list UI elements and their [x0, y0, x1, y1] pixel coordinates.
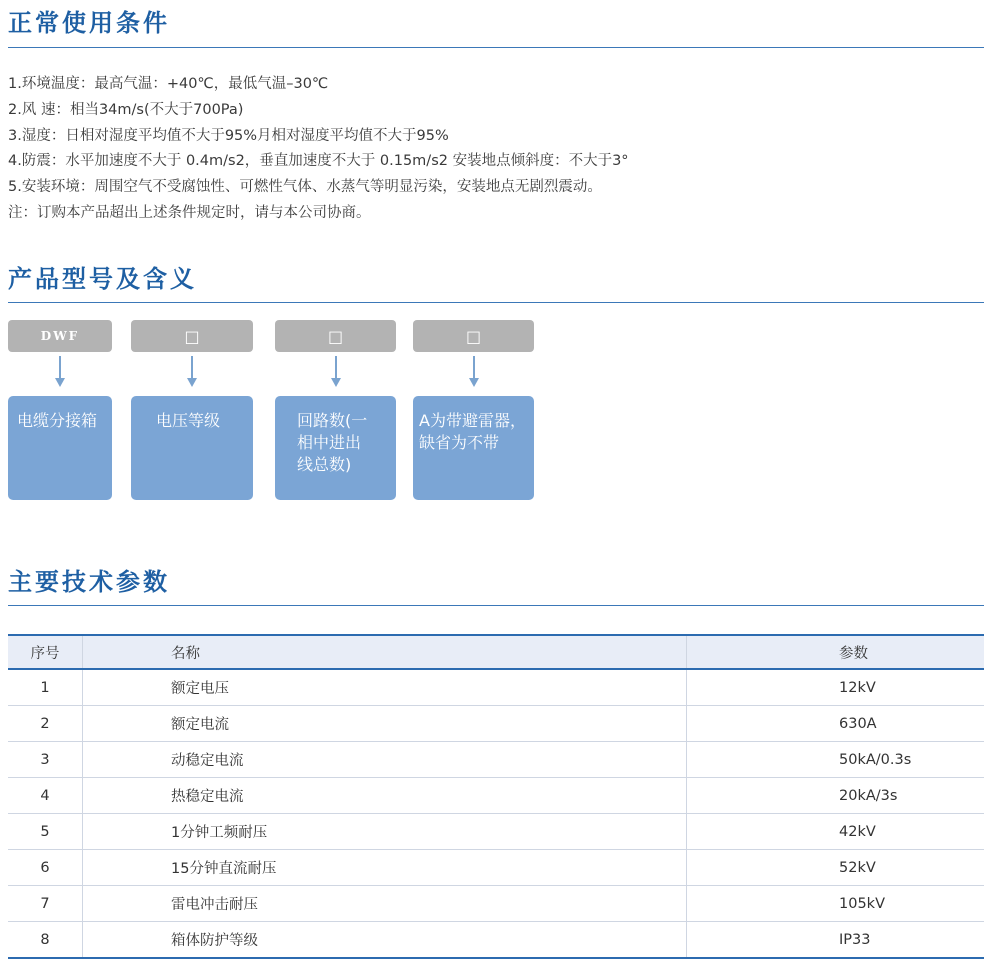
model-divider: [8, 302, 984, 303]
meaning-series: [8, 396, 112, 500]
cell-name: 热稳定电流: [83, 778, 687, 814]
arrow-down-icon: [55, 356, 65, 388]
cell-no: 6: [8, 850, 83, 886]
meaning-line: A为带避雷器，: [419, 411, 526, 430]
model-code-circuits: □: [275, 320, 396, 352]
meaning-line: 线总数): [297, 455, 352, 474]
table-row: [8, 850, 984, 886]
condition-note: 注：订购本产品超出上述条件规定时，请与本公司协商。: [8, 204, 371, 221]
meaning-line: 回路数(一: [297, 411, 368, 430]
cell-no: 1: [8, 669, 83, 706]
cell-name: 雷电冲击耐压: [83, 886, 687, 922]
meaning-circuits: [275, 396, 396, 500]
model-code-arrester: □: [413, 320, 534, 352]
header-name: 名称: [83, 635, 687, 669]
table-row: [8, 669, 984, 706]
cell-value: 20kA/3s: [687, 778, 985, 814]
cell-value: 105kV: [687, 886, 985, 922]
cell-value: 52kV: [687, 850, 985, 886]
table-row: [8, 778, 984, 814]
condition-item: 2.风 速：相当34m/s(不大于700Pa): [8, 101, 244, 118]
meaning-line: 缺省为不带: [419, 433, 500, 452]
meaning-line: 电缆分接箱: [17, 411, 98, 430]
model-code-series: DWF: [8, 320, 112, 352]
arrow-down-icon: [469, 356, 479, 388]
cell-value: 12kV: [687, 669, 985, 706]
table-row: [8, 742, 984, 778]
meaning-voltage: [131, 396, 253, 500]
model-title: 产品型号及含义: [8, 265, 197, 293]
cell-name: 箱体防护等级: [83, 922, 687, 959]
params-divider: [8, 605, 984, 606]
arrow-down-icon: [331, 356, 341, 388]
conditions-title: 正常使用条件: [8, 9, 170, 37]
cell-name: 1分钟工频耐压: [83, 814, 687, 850]
meaning-line: 相中进出: [297, 433, 362, 452]
cell-value: 50kA/0.3s: [687, 742, 985, 778]
cell-no: 2: [8, 706, 83, 742]
table-row: [8, 814, 984, 850]
meaning-line: 电压等级: [156, 411, 221, 430]
cell-name: 动稳定电流: [83, 742, 687, 778]
cell-no: 5: [8, 814, 83, 850]
params-table: [8, 634, 984, 959]
params-title: 主要技术参数: [8, 568, 170, 596]
cell-value: IP33: [687, 922, 985, 959]
cell-name: 额定电压: [83, 669, 687, 706]
table-row: [8, 922, 984, 959]
meaning-arrester: [413, 396, 534, 500]
conditions-list: [8, 72, 629, 227]
cell-no: 4: [8, 778, 83, 814]
header-value: 参数: [687, 635, 985, 669]
table-row: [8, 706, 984, 742]
cell-value: 630A: [687, 706, 985, 742]
arrow-down-icon: [187, 356, 197, 388]
model-code-voltage: □: [131, 320, 253, 352]
table-row: [8, 886, 984, 922]
cell-name: 15分钟直流耐压: [83, 850, 687, 886]
cell-no: 7: [8, 886, 83, 922]
conditions-divider: [8, 47, 984, 48]
cell-value: 42kV: [687, 814, 985, 850]
cell-name: 额定电流: [83, 706, 687, 742]
cell-no: 3: [8, 742, 83, 778]
condition-item: 3.湿度：日相对湿度平均值不大于95%月相对湿度平均值不大于95%: [8, 127, 449, 144]
table-header-row: [8, 635, 984, 669]
condition-item: 4.防震：水平加速度不大于 0.4m/s2，垂直加速度不大于 0.15m/s2 安装地点倾斜度：不大于3°: [8, 153, 629, 170]
header-no: 序号: [8, 635, 83, 669]
condition-item: 1.环境温度：最高气温：+40℃，最低气温–30℃: [8, 76, 329, 92]
condition-item: 5.安装环境：周围空气不受腐蚀性、可燃性气体、水蒸气等明显污染，安装地点无剧烈震动。: [8, 179, 602, 196]
cell-no: 8: [8, 922, 83, 959]
